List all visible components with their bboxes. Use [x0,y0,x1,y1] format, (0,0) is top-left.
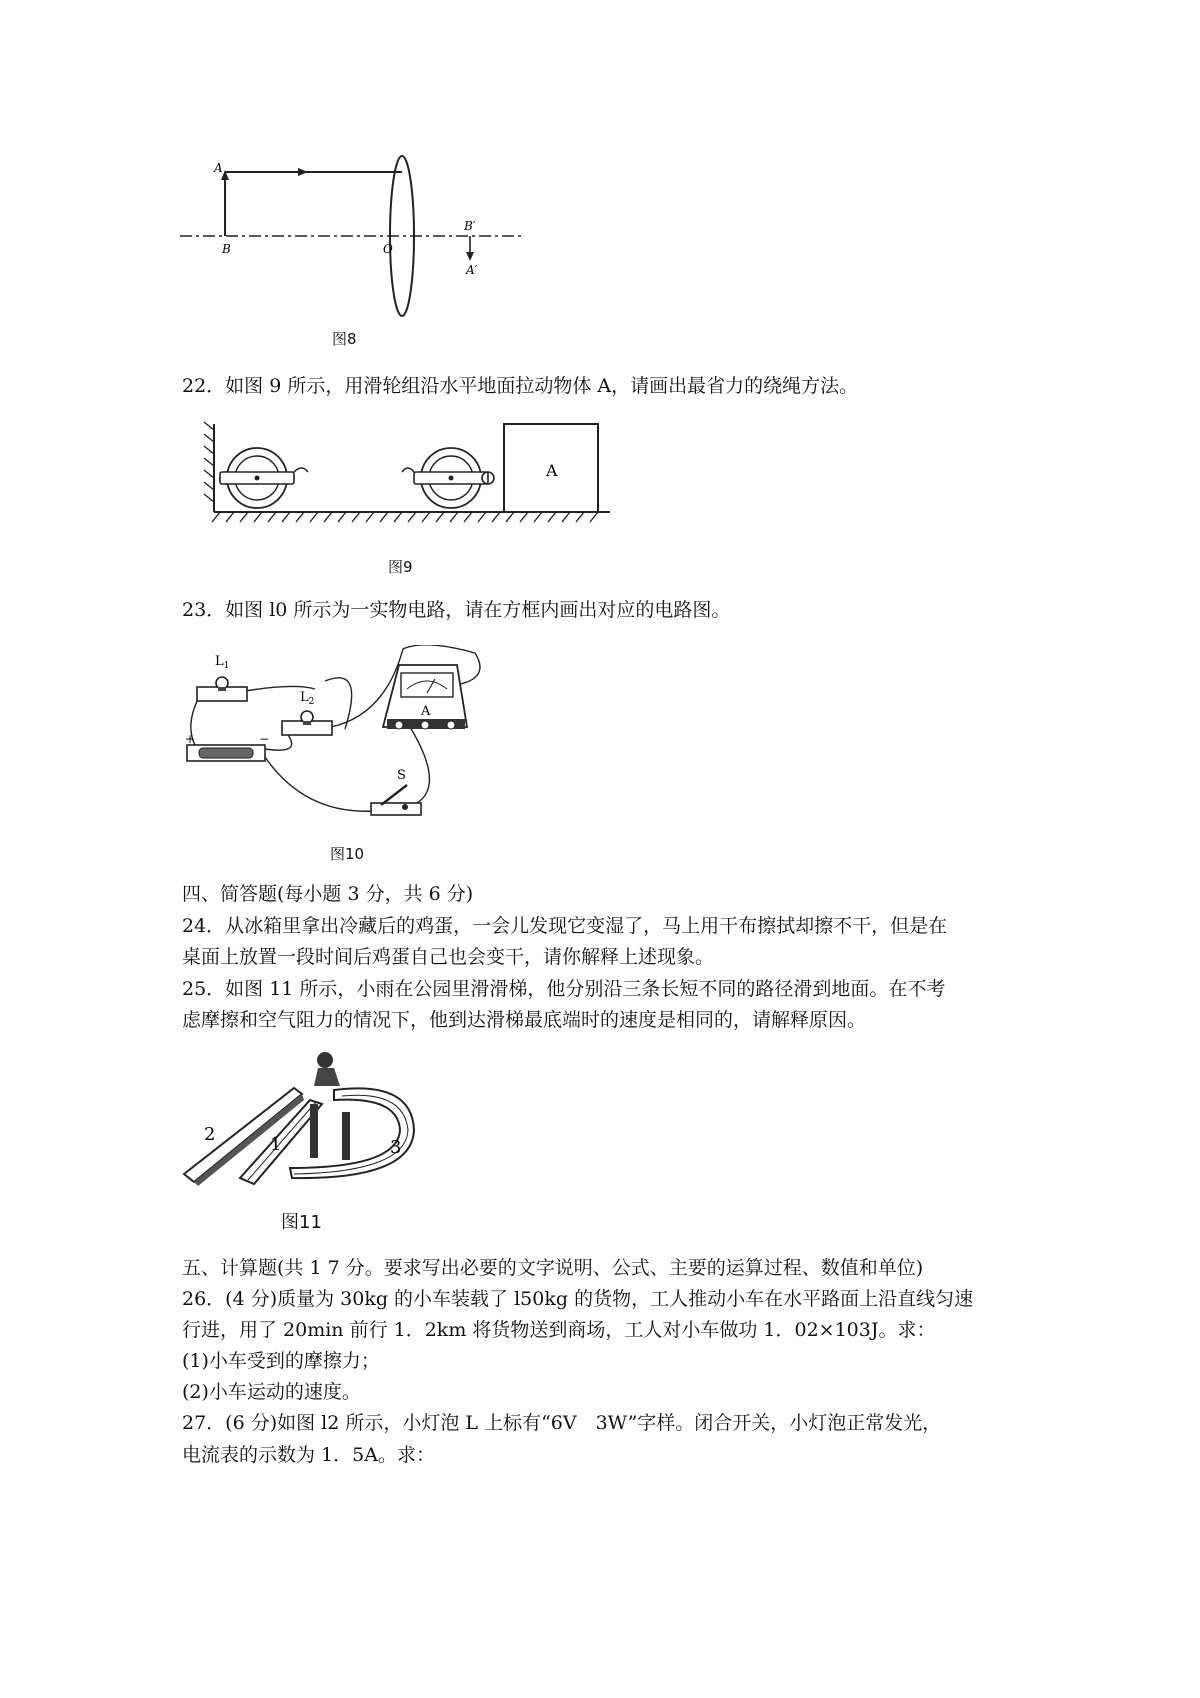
battery-plus-label: + [185,732,196,746]
l1-label: $L_1$ [215,654,230,671]
label-a-prime: A′ [466,263,478,277]
question-24-line-1: 24．从冰箱里拿出冷藏后的鸡蛋，一会儿发现它变湿了，马上用干布擦拭却擦不干，但是在 [182,915,948,937]
figure-11-slide-diagram [182,1050,432,1190]
figure-10-caption: 图10 [330,845,365,863]
question-26-sub-2: (2)小车运动的速度。 [182,1381,361,1403]
label-b-prime: B′ [464,219,476,233]
question-24-line-2: 桌面上放置一段时间后鸡蛋自己也会变干，请你解释上述现象。 [182,946,715,968]
label-o: O [383,242,393,256]
question-27-line-1: 27．(6 分)如图 l2 所示，小灯泡 L 上标有“6V 3W”字样。闭合开关，小灯泡正常发光， [182,1412,942,1434]
question-25-line-1: 25．如图 11 所示，小雨在公园里滑滑梯，他分别沿三条长短不同的路径滑到地面。在不考 [182,978,946,1000]
figure-8-caption: 图8 [332,330,357,348]
slide-2-label: 2 [204,1124,216,1145]
question-25-line-2: 虑摩擦和空气阻力的情况下，他到达滑梯最底端时的速度是相同的，请解释原因。 [182,1009,867,1031]
question-23-text: 23．如图 l0 所示为一实物电路，请在方框内画出对应的电路图。 [182,599,731,621]
slide-1-label: 1 [270,1134,282,1155]
question-27-line-2: 电流表的示数为 1．5A。求： [182,1444,435,1466]
figure-9-caption: 图9 [388,558,413,576]
section-5-title: 五、计算题(共 1 7 分。要求写出必要的文字说明、公式、主要的运算过程、数值和单位) [182,1257,924,1279]
l2-label: $L_2$ [300,690,315,707]
question-22-text: 22．如图 9 所示，用滑轮组沿水平地面拉动物体 A，请画出最省力的绕绳方法。 [182,375,859,397]
label-a: A [214,161,223,175]
slide-3-label: 3 [390,1137,402,1158]
battery-minus-label: − [259,732,270,746]
figure-10-circuit-diagram [185,645,495,825]
label-b: B [222,242,231,256]
figure-8-lens-diagram [180,150,540,320]
section-4-title: 四、简答题(每小题 3 分，共 6 分) [182,883,474,905]
switch-label: S [397,768,406,783]
figure-9-pulley-diagram [190,420,630,530]
question-26-sub-1: (1)小车受到的摩擦力； [182,1350,380,1372]
figure-11-caption: 图11 [281,1212,322,1233]
question-26-line-1: 26．(4 分)质量为 30kg 的小车装载了 l50kg 的货物，工人推动小车在水平路面上沿直线匀速 [182,1288,974,1310]
ammeter-label: A [421,704,431,719]
block-a-label: A [546,461,558,480]
question-26-line-2: 行进，用了 20min 前行 1．2km 将货物送到商场，工人对小车做功 1．02×103J。求： [182,1319,936,1341]
